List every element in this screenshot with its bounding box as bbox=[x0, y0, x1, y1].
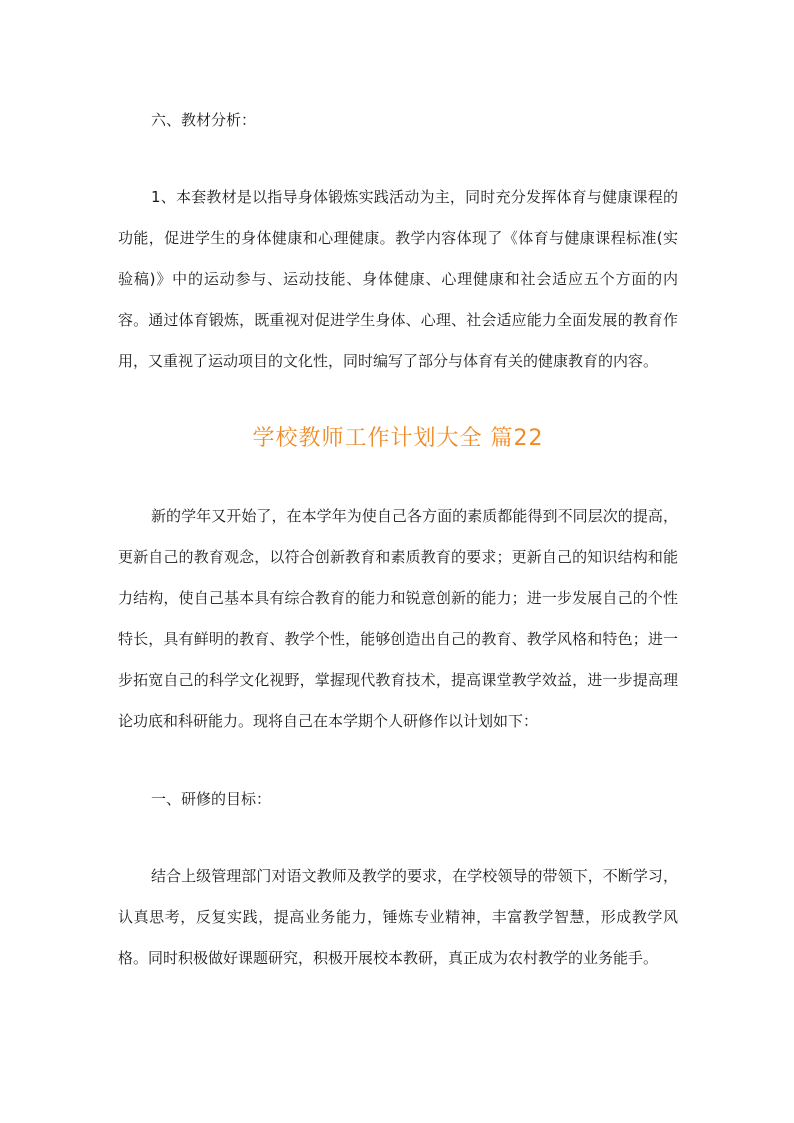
goal-heading: 一、研修的目标： bbox=[151, 790, 272, 808]
spacer bbox=[118, 460, 678, 496]
spacer bbox=[118, 742, 678, 779]
article-title: 学校教师工作计划大全 篇22 bbox=[252, 426, 544, 451]
spacer bbox=[118, 382, 678, 418]
section-six-heading: 六、教材分析： bbox=[151, 111, 257, 129]
article-intro-paragraph: 新的学年又开始了，在本学年为使自己各方面的素质都能得到不同层次的提高，更新自己的教育观念，以符合创新教育和素质教育的要求；更新自己的知识结构和能力结构，使自己基本具有综合教育的能力和锐意创新的能力；进一步发展自己的个性特长，具有鲜明的教育、教学个性，能够创造出自己的教育、教学风格和特色；进一步拓宽自己的科学文化视野，掌握现代教育技术，提高课堂教学效益，进一步提高理论功底和科研能力。现将自己在本学期个人研修作以计划如下： bbox=[118, 507, 678, 730]
goal-paragraph: 结合上级管理部门对语文教师及教学的要求，在学校领导的带领下，不断学习，认真思考，反复实践，提高业务能力，锤炼专业精神，丰富教学智慧，形成教学风格。同时积极做好课题研究，积极开展校本教研，真正成为农村教学的业务能手。 bbox=[118, 867, 678, 967]
document-content bbox=[118, 100, 678, 979]
spacer bbox=[118, 140, 678, 177]
section-six-paragraph: 1、本套教材是以指导身体锻炼实践活动为主，同时充分发挥体育与健康课程的功能，促进学生的身体健康和心理健康。教学内容体现了《体育与健康课程标准(实验稿)》中的运动参与、运动技能、身体健康、心理健康和社会适应五个方面的内容。通过体育锻炼，既重视对促进学生身体、心理、社会适应能力全面发展的教育作用，又重视了运动项目的文化性，同时编写了部分与体育有关的健康教育的内容。 bbox=[118, 188, 678, 370]
spacer bbox=[118, 819, 678, 856]
